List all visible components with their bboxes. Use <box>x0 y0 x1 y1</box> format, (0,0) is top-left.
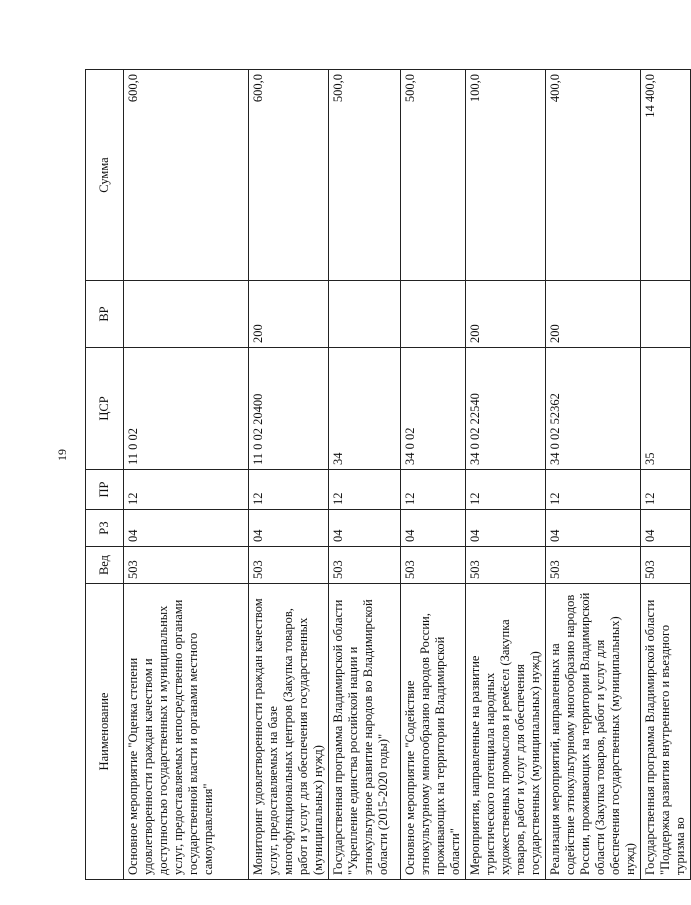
table-row <box>466 70 546 880</box>
budget-table <box>85 69 691 880</box>
header-rz: РЗ <box>86 510 124 547</box>
cell-ved: 503 <box>546 547 641 584</box>
cell-sum: 14 400,0 <box>641 70 691 281</box>
cell-rz: 04 <box>329 510 401 547</box>
cell-rz: 04 <box>466 510 546 547</box>
cell-rz: 04 <box>401 510 466 547</box>
cell-sum: 100,0 <box>466 70 546 281</box>
cell-rz: 04 <box>124 510 249 547</box>
cell-sum: 600,0 <box>124 70 249 281</box>
cell-csr: 34 0 02 22540 <box>466 348 546 470</box>
header-vr: ВР <box>86 281 124 348</box>
cell-name: Государственная программа Владимирской области "Поддержка развития внутреннего и въездного туризма во <box>641 584 691 880</box>
cell-vr: 200 <box>546 281 641 348</box>
header-csr: ЦСР <box>86 348 124 470</box>
cell-ved: 503 <box>329 547 401 584</box>
cell-csr: 34 <box>329 348 401 470</box>
header-sum: Сумма <box>86 70 124 281</box>
cell-csr: 34 0 02 52362 <box>546 348 641 470</box>
cell-csr: 34 0 02 <box>401 348 466 470</box>
cell-sum: 400,0 <box>546 70 641 281</box>
cell-sum: 600,0 <box>249 70 329 281</box>
cell-name: Мониторинг удовлетворенности граждан качеством услуг, предоставляемых на базе многофункциональных центров (Закупка товаров, работ и услуг для обеспечения государственных (муниципальных) нужд) <box>249 584 329 880</box>
table-row <box>401 70 466 880</box>
cell-ved: 503 <box>401 547 466 584</box>
header-pr: ПР <box>86 470 124 510</box>
cell-vr: 200 <box>249 281 329 348</box>
cell-pr: 12 <box>124 470 249 510</box>
table-row <box>641 70 691 880</box>
cell-ved: 503 <box>124 547 249 584</box>
cell-sum: 500,0 <box>401 70 466 281</box>
page-number: 19 <box>55 449 69 461</box>
table-row <box>124 70 249 880</box>
cell-rz: 04 <box>641 510 691 547</box>
cell-pr: 12 <box>329 470 401 510</box>
cell-ved: 503 <box>466 547 546 584</box>
cell-name: Реализация мероприятий, направленных на содействие этнокультурному многообразию народов России, проживающих на территории Владимирской области (Закупка товаров, работ и услуг для обеспечения государственных (муниципальных) нужд) <box>546 584 641 880</box>
header-name: Наименование <box>86 584 124 880</box>
cell-rz: 04 <box>249 510 329 547</box>
cell-name: Мероприятия, направленные на развитие туристического потенциала народных художественных промыслов и ремёсел (Закупка товаров, работ и услуг для обеспечения государственных (муниципальных) нужд) <box>466 584 546 880</box>
header-ved: Вед <box>86 547 124 584</box>
cell-vr <box>401 281 466 348</box>
cell-rz: 04 <box>546 510 641 547</box>
cell-ved: 503 <box>641 547 691 584</box>
cell-vr: 200 <box>466 281 546 348</box>
table-header-row <box>86 70 124 880</box>
cell-ved: 503 <box>249 547 329 584</box>
cell-vr <box>124 281 249 348</box>
cell-name: Государственная программа Владимирской области "Укрепление единства российской нации и этнокультурное развитие народов во Владимирской области (2015-2020 годы)" <box>329 584 401 880</box>
table-row <box>329 70 401 880</box>
cell-csr: 11 0 02 20400 <box>249 348 329 470</box>
cell-pr: 12 <box>641 470 691 510</box>
cell-name: Основное мероприятие "Оценка степени удовлетворенности граждан качеством и доступностью государственных и муниципальных услуг, предоставляемых непосредственно органами государственной власти и органами местного самоуправления" <box>124 584 249 880</box>
cell-csr: 35 <box>641 348 691 470</box>
cell-vr <box>329 281 401 348</box>
cell-name: Основное мероприятие "Содействие этнокультурному многообразию народов России, проживающих на территории Владимирской области" <box>401 584 466 880</box>
cell-pr: 12 <box>466 470 546 510</box>
cell-pr: 12 <box>546 470 641 510</box>
table-row <box>546 70 641 880</box>
cell-pr: 12 <box>401 470 466 510</box>
cell-sum: 500,0 <box>329 70 401 281</box>
cell-pr: 12 <box>249 470 329 510</box>
cell-csr: 11 0 02 <box>124 348 249 470</box>
table-row <box>249 70 329 880</box>
rotated-page-content <box>85 70 691 880</box>
cell-vr <box>641 281 691 348</box>
